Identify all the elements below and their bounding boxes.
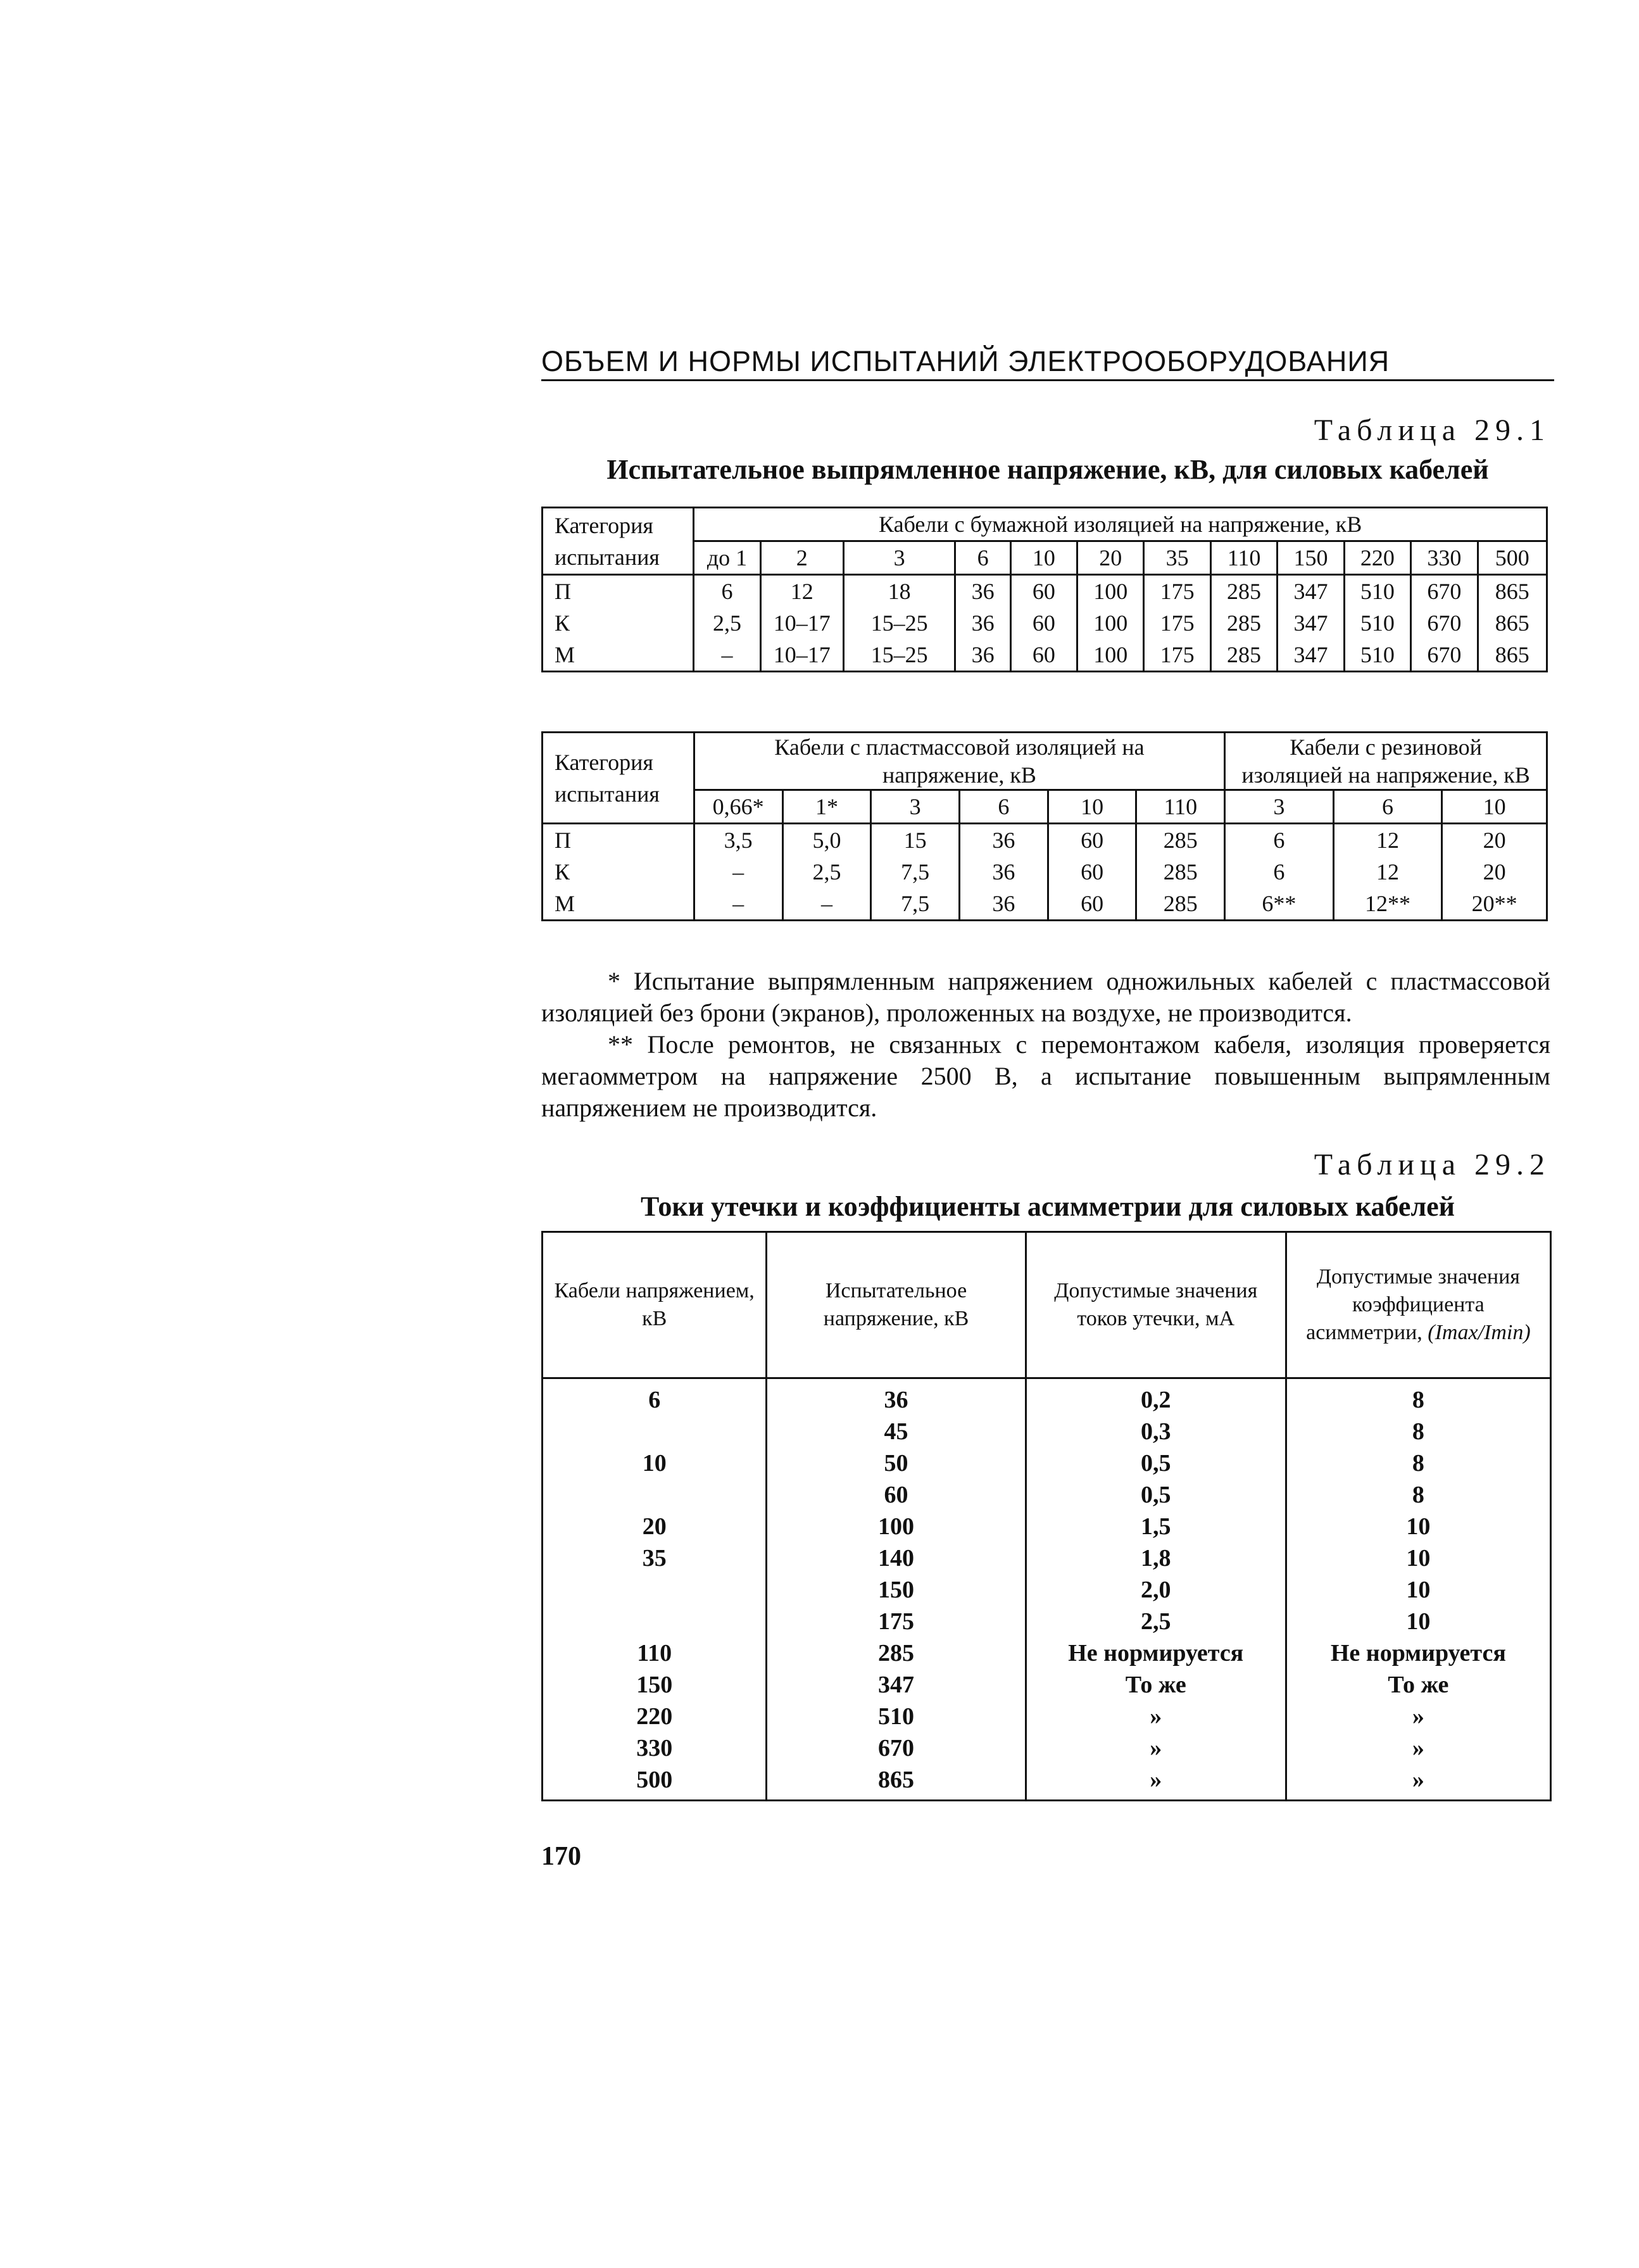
cell-leak: »	[1026, 1764, 1286, 1801]
table-row	[543, 1378, 1551, 1416]
plastic-value: 36	[992, 828, 1015, 853]
category-list	[543, 575, 694, 672]
cell-cable: 6	[543, 1378, 767, 1416]
paper-value: 10–17	[773, 642, 831, 667]
plastic-voltage-header: 3	[871, 790, 960, 824]
plastic-value: –	[732, 859, 744, 885]
cell-cable	[543, 1606, 767, 1637]
asymmetry-formula: (Imax/Imin)	[1428, 1321, 1531, 1344]
table-row	[543, 1447, 1551, 1479]
cell-test: 36	[767, 1378, 1026, 1416]
paper-value: 100	[1093, 579, 1128, 604]
cell-test: 45	[767, 1416, 1026, 1447]
plastic-value: 7,5	[901, 891, 930, 916]
category-label: К	[555, 610, 570, 636]
plastic-value: 3,5	[724, 828, 753, 853]
paper-value: 36	[971, 642, 995, 667]
table-plastic-rubber-insulation	[541, 731, 1548, 921]
paper-value: 36	[971, 610, 995, 636]
footnote-double: ** После ремонтов, не связанных с перемонтажом кабеля, изоляция проверяется мегаомметром на напряжение 2500 В, а испытание повышенным выпрямленным напряжением не производится.	[541, 1030, 1550, 1122]
plastic-value-column	[1048, 824, 1136, 921]
paper-value-column	[1077, 575, 1144, 672]
paper-value: 18	[888, 579, 911, 604]
header-test-voltage: Испытательное напряжение, кВ	[767, 1232, 1026, 1378]
paper-value: 670	[1427, 610, 1462, 636]
paper-voltage-header: 20	[1077, 541, 1144, 575]
paper-value-column	[1344, 575, 1410, 672]
paper-voltage-header: 500	[1478, 541, 1547, 575]
plastic-value: –	[732, 891, 744, 916]
header-leakage-current: Допустимые значения токов утечки, мА	[1026, 1232, 1286, 1378]
paper-value: 510	[1360, 579, 1395, 604]
paper-value: 347	[1293, 579, 1328, 604]
cell-asym: 8	[1286, 1416, 1550, 1447]
plastic-insulation-header: Кабели с пластмассовой изоляцией на напряжение, кВ	[694, 733, 1224, 790]
plastic-value-column	[871, 824, 960, 921]
cell-cable	[543, 1416, 767, 1447]
rubber-voltage-header: 6	[1333, 790, 1442, 824]
table-row	[543, 1511, 1551, 1542]
paper-value: 6	[721, 579, 733, 604]
cell-leak: 2,0	[1026, 1574, 1286, 1606]
cell-test: 670	[767, 1732, 1026, 1764]
cell-leak: Не нормируется	[1026, 1637, 1286, 1669]
page-number: 170	[541, 1842, 581, 1871]
cell-leak: 2,5	[1026, 1606, 1286, 1637]
cell-asym: То же	[1286, 1669, 1550, 1701]
rubber-voltage-header: 10	[1442, 790, 1547, 824]
paper-value: 510	[1360, 610, 1395, 636]
paper-value: 285	[1227, 610, 1262, 636]
plastic-value: 2,5	[812, 859, 841, 885]
table-row	[543, 1732, 1551, 1764]
cell-test: 100	[767, 1511, 1026, 1542]
plastic-value: 285	[1163, 828, 1198, 853]
category-header: Категория испытания	[543, 733, 694, 824]
rubber-value: 12	[1376, 859, 1399, 885]
header-asymmetry-text: Допустимые значения коэффициента асимметрии,	[1306, 1265, 1520, 1344]
paper-value: 285	[1227, 642, 1262, 667]
paper-value: 15–25	[870, 642, 928, 667]
plastic-value: 5,0	[812, 828, 841, 853]
cell-test: 50	[767, 1447, 1026, 1479]
paper-value-column	[1210, 575, 1277, 672]
header-asymmetry	[1286, 1232, 1550, 1378]
plastic-value: 15	[903, 828, 927, 853]
rubber-value: 12	[1376, 828, 1399, 853]
paper-value: 175	[1160, 610, 1195, 636]
category-label: П	[555, 579, 571, 604]
cell-asym: »	[1286, 1732, 1550, 1764]
paper-value-column	[1010, 575, 1077, 672]
plastic-voltage-header: 1*	[782, 790, 871, 824]
paper-value: –	[721, 642, 733, 667]
plastic-value-column	[782, 824, 871, 921]
paper-value: 175	[1160, 642, 1195, 667]
rubber-value-column	[1225, 824, 1334, 921]
plastic-voltage-header: 10	[1048, 790, 1136, 824]
paper-value-column	[955, 575, 1010, 672]
rubber-value: 12**	[1364, 891, 1410, 916]
cell-test: 285	[767, 1637, 1026, 1669]
paper-value: 60	[1032, 579, 1055, 604]
cell-asym: 10	[1286, 1542, 1550, 1574]
rubber-voltage-header: 3	[1225, 790, 1334, 824]
cell-asym: 8	[1286, 1479, 1550, 1511]
cell-leak: »	[1026, 1732, 1286, 1764]
cell-cable	[543, 1479, 767, 1511]
paper-value-column	[760, 575, 843, 672]
paper-value-column	[1478, 575, 1547, 672]
plastic-value: 36	[992, 859, 1015, 885]
table-row	[543, 1606, 1551, 1637]
paper-value: 12	[790, 579, 813, 604]
rubber-value: 20	[1483, 828, 1506, 853]
paper-value: 285	[1227, 579, 1262, 604]
table-29-2-label: Таблица 29.2	[1314, 1148, 1550, 1181]
cell-leak: То же	[1026, 1669, 1286, 1701]
rubber-value: 20**	[1471, 891, 1517, 916]
table-29-2-caption: Токи утечки и коэффициенты асимметрии для силовых кабелей	[640, 1191, 1455, 1222]
category-label: П	[555, 828, 571, 853]
paper-insulation-header: Кабели с бумажной изоляцией на напряжение, кВ	[694, 508, 1547, 541]
cell-leak: 0,3	[1026, 1416, 1286, 1447]
running-head: ОБЪЕМ И НОРМЫ ИСПЫТАНИЙ ЭЛЕКТРООБОРУДОВАНИЯ	[541, 347, 1554, 381]
rubber-value: 6	[1273, 828, 1285, 853]
table-leakage-currents	[541, 1231, 1552, 1801]
cell-test: 140	[767, 1542, 1026, 1574]
table-row	[543, 1542, 1551, 1574]
paper-value: 10–17	[773, 610, 831, 636]
plastic-value-column	[694, 824, 782, 921]
paper-value: 510	[1360, 642, 1395, 667]
cell-asym: Не нормируется	[1286, 1637, 1550, 1669]
category-list	[543, 824, 694, 921]
plastic-voltage-header: 110	[1136, 790, 1225, 824]
table-row	[543, 1701, 1551, 1732]
plastic-value: 36	[992, 891, 1015, 916]
cell-asym: 8	[1286, 1378, 1550, 1416]
plastic-value: 60	[1081, 828, 1104, 853]
cell-test: 347	[767, 1669, 1026, 1701]
paper-voltage-header: 150	[1278, 541, 1344, 575]
paper-value-column	[694, 575, 760, 672]
paper-value-column	[1278, 575, 1344, 672]
cell-cable: 500	[543, 1764, 767, 1801]
paper-voltage-header: до 1	[694, 541, 760, 575]
rubber-value-column	[1442, 824, 1547, 921]
paper-voltage-header: 2	[760, 541, 843, 575]
cell-test: 60	[767, 1479, 1026, 1511]
header-cable-voltage: Кабели напряжением, кВ	[543, 1232, 767, 1378]
category-label: М	[555, 642, 575, 667]
cell-cable: 110	[543, 1637, 767, 1669]
cell-cable: 330	[543, 1732, 767, 1764]
cell-cable: 150	[543, 1669, 767, 1701]
paper-value: 670	[1427, 579, 1462, 604]
cell-leak: »	[1026, 1701, 1286, 1732]
cell-cable	[543, 1574, 767, 1606]
paper-value: 15–25	[870, 610, 928, 636]
category-label: К	[555, 859, 570, 885]
rubber-value: 6	[1273, 859, 1285, 885]
paper-value: 670	[1427, 642, 1462, 667]
footnotes	[541, 966, 1550, 1124]
paper-voltage-header: 35	[1144, 541, 1210, 575]
cell-leak: 1,8	[1026, 1542, 1286, 1574]
plastic-voltage-header: 6	[960, 790, 1048, 824]
paper-voltage-header: 330	[1411, 541, 1478, 575]
cell-test: 865	[767, 1764, 1026, 1801]
cell-cable: 35	[543, 1542, 767, 1574]
cell-test: 175	[767, 1606, 1026, 1637]
category-label: М	[555, 891, 575, 916]
cell-test: 150	[767, 1574, 1026, 1606]
paper-value-column	[1144, 575, 1210, 672]
paper-voltage-header: 10	[1010, 541, 1077, 575]
paper-value-column	[843, 575, 955, 672]
cell-asym: 8	[1286, 1447, 1550, 1479]
paper-voltage-header: 110	[1210, 541, 1277, 575]
paper-value: 100	[1093, 642, 1128, 667]
paper-value: 175	[1160, 579, 1195, 604]
cell-cable: 10	[543, 1447, 767, 1479]
category-header: Категория испытания	[543, 508, 694, 575]
plastic-value: 60	[1081, 891, 1104, 916]
table-paper-insulation	[541, 507, 1548, 672]
paper-value: 865	[1495, 610, 1529, 636]
plastic-value: –	[820, 891, 832, 916]
paper-voltage-header: 220	[1344, 541, 1410, 575]
plastic-value-column	[1136, 824, 1225, 921]
table-row	[543, 1416, 1551, 1447]
rubber-value-column	[1333, 824, 1442, 921]
table-row	[543, 1479, 1551, 1511]
plastic-value: 60	[1081, 859, 1104, 885]
paper-voltage-header: 6	[955, 541, 1010, 575]
plastic-value: 285	[1163, 859, 1198, 885]
rubber-value: 6**	[1262, 891, 1297, 916]
cell-asym: 10	[1286, 1606, 1550, 1637]
cell-asym: 10	[1286, 1574, 1550, 1606]
paper-value: 100	[1093, 610, 1128, 636]
footnote-single: * Испытание выпрямленным напряжением одножильных кабелей с пластмассовой изоляцией без брони (экранов), проложенных на воздухе, не производится.	[541, 967, 1550, 1027]
paper-value: 60	[1032, 610, 1055, 636]
paper-value: 36	[971, 579, 995, 604]
plastic-value-column	[960, 824, 1048, 921]
table-row	[543, 1574, 1551, 1606]
cell-cable: 220	[543, 1701, 767, 1732]
paper-voltage-header: 3	[843, 541, 955, 575]
cell-asym: »	[1286, 1701, 1550, 1732]
paper-value: 60	[1032, 642, 1055, 667]
cell-leak: 0,5	[1026, 1447, 1286, 1479]
cell-test: 510	[767, 1701, 1026, 1732]
paper-value: 347	[1293, 610, 1328, 636]
plastic-value: 7,5	[901, 859, 930, 885]
paper-value: 865	[1495, 579, 1529, 604]
paper-value: 865	[1495, 642, 1529, 667]
table-row	[543, 1637, 1551, 1669]
rubber-value: 20	[1483, 859, 1506, 885]
paper-value-column	[1411, 575, 1478, 672]
cell-leak: 0,5	[1026, 1479, 1286, 1511]
cell-leak: 0,2	[1026, 1378, 1286, 1416]
paper-value: 347	[1293, 642, 1328, 667]
plastic-voltage-header: 0,66*	[694, 790, 782, 824]
cell-cable: 20	[543, 1511, 767, 1542]
paper-value: 2,5	[713, 610, 742, 636]
table-29-1-label: Таблица 29.1	[1314, 413, 1550, 447]
table-29-1-caption: Испытательное выпрямленное напряжение, кВ, для силовых кабелей	[606, 454, 1489, 485]
table-row	[543, 1764, 1551, 1801]
table-row	[543, 1669, 1551, 1701]
cell-asym: 10	[1286, 1511, 1550, 1542]
rubber-insulation-header: Кабели с резиновой изоляцией на напряжение, кВ	[1225, 733, 1547, 790]
cell-asym: »	[1286, 1764, 1550, 1801]
plastic-value: 285	[1163, 891, 1198, 916]
cell-leak: 1,5	[1026, 1511, 1286, 1542]
